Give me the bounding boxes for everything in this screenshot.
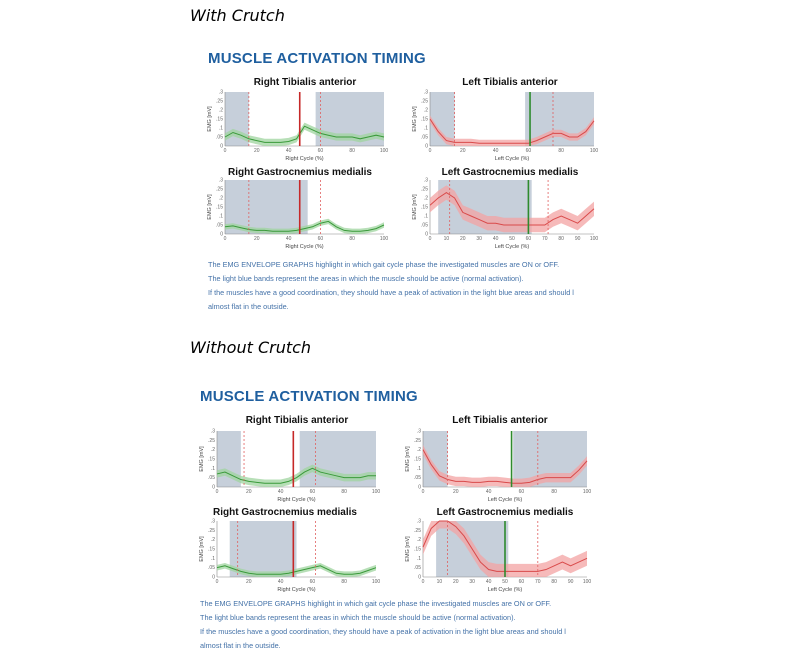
emg-chart-right-gastro-with [205,176,390,250]
y-tick-label: .15 [208,546,215,553]
x-tick-label: 60 [317,236,324,242]
x-tick-label: 10 [436,579,443,585]
plot-title: Right Gastrocnemius medialis [213,507,357,518]
emg-chart-right-tibialis-with [205,88,390,162]
x-tick-label: 90 [574,236,581,242]
plot-title: Right Tibialis anterior [253,77,357,88]
x-tick-label: 80 [341,489,347,495]
y-tick-label: .15 [208,456,215,463]
x-tick-label: 80 [558,236,564,242]
y-tick-label: .2 [218,107,223,114]
y-tick-label: .2 [210,537,215,544]
x-tick-label: 20 [246,489,252,495]
y-tick-label: 0 [212,574,215,581]
y-tick-label: 0 [212,484,215,491]
x-tick-label: 40 [485,579,492,585]
y-axis-label: EMG [mV] [207,194,213,220]
x-tick-label: 0 [215,489,219,495]
y-tick-label: .1 [416,555,421,562]
x-tick-label: 20 [254,148,260,154]
x-tick-label: 0 [223,148,227,154]
x-tick-label: 50 [502,579,508,585]
x-tick-label: 20 [453,579,459,585]
emg-chart-right-gastro-without [197,517,382,593]
x-axis-label: Right Cycle (%) [277,497,316,503]
y-tick-label: .25 [414,437,421,444]
section-label-with-crutch: With Crutch [190,6,285,25]
plot-title: Left Tibialis anterior [452,415,548,426]
x-tick-label: 60 [525,236,532,242]
y-tick-label: .05 [414,565,421,572]
y-tick-label: 0 [220,231,223,238]
x-tick-label: 100 [379,236,389,242]
x-tick-label: 40 [277,579,284,585]
y-tick-label: .05 [414,475,421,482]
x-tick-label: 100 [589,236,599,242]
y-tick-label: .1 [210,465,215,472]
x-tick-label: 80 [558,148,564,154]
x-tick-label: 50 [509,236,515,242]
y-tick-label: .1 [218,213,223,220]
x-tick-label: 100 [371,489,381,495]
y-tick-label: .05 [421,134,428,141]
x-tick-label: 80 [349,236,355,242]
caption-block-with [208,258,574,314]
caption-block-without [200,597,566,653]
y-tick-label: .3 [210,428,215,435]
x-tick-label: 40 [277,489,284,495]
y-tick-label: .3 [423,177,428,184]
y-tick-label: .3 [423,89,428,96]
y-tick-label: .2 [210,447,215,454]
y-tick-label: .2 [218,195,223,202]
emg-chart-left-gastro-with [410,176,600,250]
y-axis-label: EMG [mV] [199,536,205,562]
y-tick-label: .1 [423,213,428,220]
x-tick-label: 30 [469,579,475,585]
y-tick-label: .25 [216,98,223,105]
x-tick-label: 40 [285,236,292,242]
y-axis-label: EMG [mV] [405,536,411,562]
plot-title: Left Gastrocnemius medialis [436,507,574,518]
y-tick-label: .3 [218,177,223,184]
x-tick-label: 60 [525,148,532,154]
x-axis-label: Right Cycle (%) [277,587,316,593]
x-tick-label: 0 [215,579,219,585]
y-tick-label: .15 [421,116,428,123]
y-tick-label: 0 [418,484,421,491]
x-axis-label: Left Cycle (%) [494,156,530,162]
x-tick-label: 40 [492,236,499,242]
x-tick-label: 10 [443,236,450,242]
plot-title: Right Gastrocnemius medialis [228,167,372,178]
y-tick-label: .3 [416,428,421,435]
x-tick-label: 60 [309,579,316,585]
y-axis-label: EMG [mV] [207,106,213,132]
emg-chart-left-gastro-without [403,517,593,593]
y-tick-label: .05 [208,565,215,572]
y-tick-label: .3 [416,518,421,525]
x-tick-label: 60 [518,489,525,495]
y-tick-label: .15 [216,204,223,211]
x-tick-label: 40 [492,148,499,154]
y-axis-label: EMG [mV] [412,106,418,132]
y-tick-label: 0 [220,143,223,150]
x-tick-label: 80 [551,489,557,495]
y-tick-label: .15 [414,546,421,553]
x-tick-label: 90 [567,579,574,585]
y-tick-label: .1 [210,555,215,562]
x-tick-label: 70 [542,236,548,242]
caption-line: The EMG ENVELOPE GRAPHS highlight in which gait cycle phase the investigated muscles are ON or OFF. [200,599,552,608]
main-title-with-crutch: MUSCLE ACTIVATION TIMING [208,50,426,67]
x-axis-label: Right Cycle (%) [285,244,324,250]
y-tick-label: 0 [425,143,428,150]
y-tick-label: .3 [210,518,215,525]
y-tick-label: .25 [421,98,428,105]
x-tick-label: 20 [453,489,459,495]
y-tick-label: 0 [418,574,421,581]
x-tick-label: 60 [309,489,316,495]
y-tick-label: .25 [216,186,223,193]
section-label-without-crutch: Without Crutch [190,338,312,357]
y-tick-label: .25 [414,527,421,534]
caption-line: almost flat in the outside. [208,302,289,311]
x-tick-label: 40 [285,148,292,154]
x-tick-label: 100 [582,579,592,585]
x-tick-label: 70 [535,579,541,585]
y-tick-label: .05 [208,475,215,482]
y-tick-label: .05 [421,222,428,229]
emg-chart-left-tibialis-without [403,427,593,503]
y-tick-label: .15 [414,456,421,463]
x-tick-label: 20 [460,148,466,154]
x-tick-label: 100 [589,148,599,154]
y-tick-label: .05 [216,134,223,141]
x-tick-label: 0 [421,579,425,585]
x-tick-label: 30 [476,236,482,242]
plot-title: Left Tibialis anterior [462,77,558,88]
caption-line: If the muscles have a good coordination, they should have a peak of activation in the light blue areas and should l [200,627,566,636]
y-tick-label: .25 [208,437,215,444]
caption-line: The light blue bands represent the areas in which the muscle should be active (normal activation). [208,274,524,283]
caption-line: The EMG ENVELOPE GRAPHS highlight in which gait cycle phase the investigated muscles are ON or OFF. [208,260,560,269]
x-tick-label: 60 [518,579,525,585]
y-axis-label: EMG [mV] [405,446,411,472]
x-tick-label: 60 [317,148,324,154]
y-tick-label: .1 [416,465,421,472]
x-tick-label: 0 [421,489,425,495]
plot-title: Right Tibialis anterior [245,415,349,426]
y-tick-label: 0 [425,231,428,238]
x-tick-label: 100 [582,489,592,495]
x-tick-label: 20 [246,579,252,585]
y-tick-label: .05 [216,222,223,229]
x-axis-label: Left Cycle (%) [487,587,523,593]
y-tick-label: .1 [423,125,428,132]
x-tick-label: 20 [460,236,466,242]
y-tick-label: .25 [208,527,215,534]
main-title-without-crutch: MUSCLE ACTIVATION TIMING [200,388,418,405]
caption-line: The light blue bands represent the areas in which the muscle should be active (normal activation). [200,613,516,622]
caption-line: almost flat in the outside. [200,641,281,650]
y-tick-label: .2 [423,107,428,114]
x-tick-label: 80 [551,579,557,585]
y-tick-label: .1 [218,125,223,132]
emg-chart-right-tibialis-without [197,427,382,503]
y-tick-label: .25 [421,186,428,193]
x-tick-label: 80 [341,579,347,585]
y-tick-label: .15 [421,204,428,211]
x-tick-label: 100 [379,148,389,154]
x-tick-label: 20 [254,236,260,242]
y-axis-label: EMG [mV] [199,446,205,472]
y-tick-label: .3 [218,89,223,96]
emg-chart-left-tibialis-with [410,88,600,162]
caption-line: If the muscles have a good coordination, they should have a peak of activation in the light blue areas and should l [208,288,574,297]
plot-title: Left Gastrocnemius medialis [441,167,579,178]
y-tick-label: .2 [416,447,421,454]
x-tick-label: 100 [371,579,381,585]
x-axis-label: Left Cycle (%) [494,244,530,250]
x-tick-label: 0 [223,236,227,242]
y-tick-label: .2 [416,537,421,544]
x-tick-label: 0 [428,236,432,242]
y-tick-label: .2 [423,195,428,202]
x-tick-label: 40 [485,489,492,495]
x-axis-label: Right Cycle (%) [285,156,324,162]
x-tick-label: 0 [428,148,432,154]
x-tick-label: 80 [349,148,355,154]
y-axis-label: EMG [mV] [412,194,418,220]
y-tick-label: .15 [216,116,223,123]
x-axis-label: Left Cycle (%) [487,497,523,503]
